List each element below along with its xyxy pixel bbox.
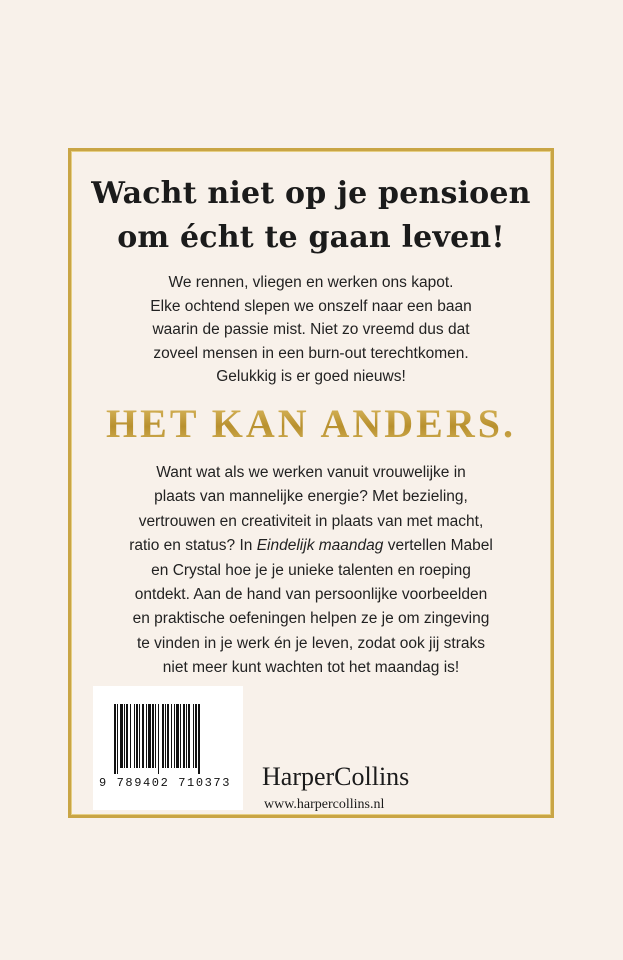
barcode-bar — [139, 704, 140, 768]
barcode-bar — [195, 704, 197, 768]
barcode-bar — [130, 704, 131, 768]
blurb-line: ontdekt. Aan de hand van persoonlijke voorbeelden — [134, 586, 488, 604]
intro-line: Gelukkig is er goed nieuws! — [216, 368, 406, 385]
barcode-bar — [180, 704, 181, 768]
barcode-bar — [120, 704, 123, 768]
barcode-bar — [117, 704, 118, 774]
barcode-bars — [114, 704, 224, 774]
blurb-line: te vinden in je werk én je leven, zodat ook jij straks — [136, 634, 486, 652]
barcode-bar — [188, 704, 190, 768]
intro-text — [68, 271, 554, 389]
intro-line: Elke ochtend slepen we onszelf naar een baan — [150, 297, 472, 315]
barcode-bar — [136, 704, 138, 768]
intro-line: zoveel mensen in een burn-out terechtkomen. — [153, 344, 469, 362]
barcode-bar — [114, 704, 116, 774]
headline-line: om écht te gaan leven! — [117, 220, 505, 255]
barcode-bar — [124, 704, 125, 768]
publisher-logo: HarperCollins — [262, 762, 410, 791]
book-title: Eindelijk maandag — [256, 537, 384, 555]
barcode-bar — [134, 704, 135, 768]
headline-line: Wacht niet op je pensioen — [91, 176, 531, 211]
barcode-bar — [193, 704, 194, 768]
barcode-bar — [167, 704, 169, 768]
barcode-bar — [171, 704, 172, 768]
blurb-text — [68, 461, 554, 681]
barcode-bar — [146, 704, 147, 768]
blurb-line: en praktische oefeningen helpen ze je om zingeving — [132, 610, 490, 628]
barcode-bar — [155, 704, 156, 768]
barcode-bar — [126, 704, 128, 768]
barcode-bar — [165, 704, 166, 768]
barcode-bar — [152, 704, 154, 768]
blurb-line — [68, 534, 554, 558]
barcode-bar — [162, 704, 164, 768]
blurb-line: plaats van mannelijke energie? Met bezieling, — [154, 488, 468, 506]
barcode-bar — [158, 704, 159, 774]
publisher-website: www.harpercollins.nl — [264, 797, 385, 812]
barcode-bar — [142, 704, 144, 768]
blurb-line: niet meer kunt wachten tot het maandag is! — [162, 659, 460, 677]
intro-line: We rennen, vliegen en werken ons kapot. — [168, 274, 454, 291]
headline — [68, 172, 554, 260]
barcode-bar — [186, 704, 187, 768]
barcode-bar — [148, 704, 151, 768]
barcode-bar — [176, 704, 179, 768]
barcode-bar — [174, 704, 175, 768]
isbn-number: 9 789402 710373 — [99, 776, 232, 790]
barcode — [93, 686, 243, 810]
barcode-bar — [183, 704, 185, 768]
intro-line: waarin de passie mist. Niet zo vreemd dus dat — [152, 321, 470, 338]
barcode-bar — [198, 704, 200, 774]
blurb-fragment: ratio en status? In — [129, 537, 257, 555]
blurb-line: Want wat als we werken vanuit vrouwelijke in — [156, 464, 466, 481]
blurb-line: en Crystal hoe je je unieke talenten en roeping — [151, 561, 471, 579]
slogan: HET KAN ANDERS. — [68, 400, 554, 448]
blurb-line: vertrouwen en creativiteit in plaats van met macht, — [138, 512, 484, 530]
blurb-fragment: vertellen Mabel — [383, 537, 493, 555]
